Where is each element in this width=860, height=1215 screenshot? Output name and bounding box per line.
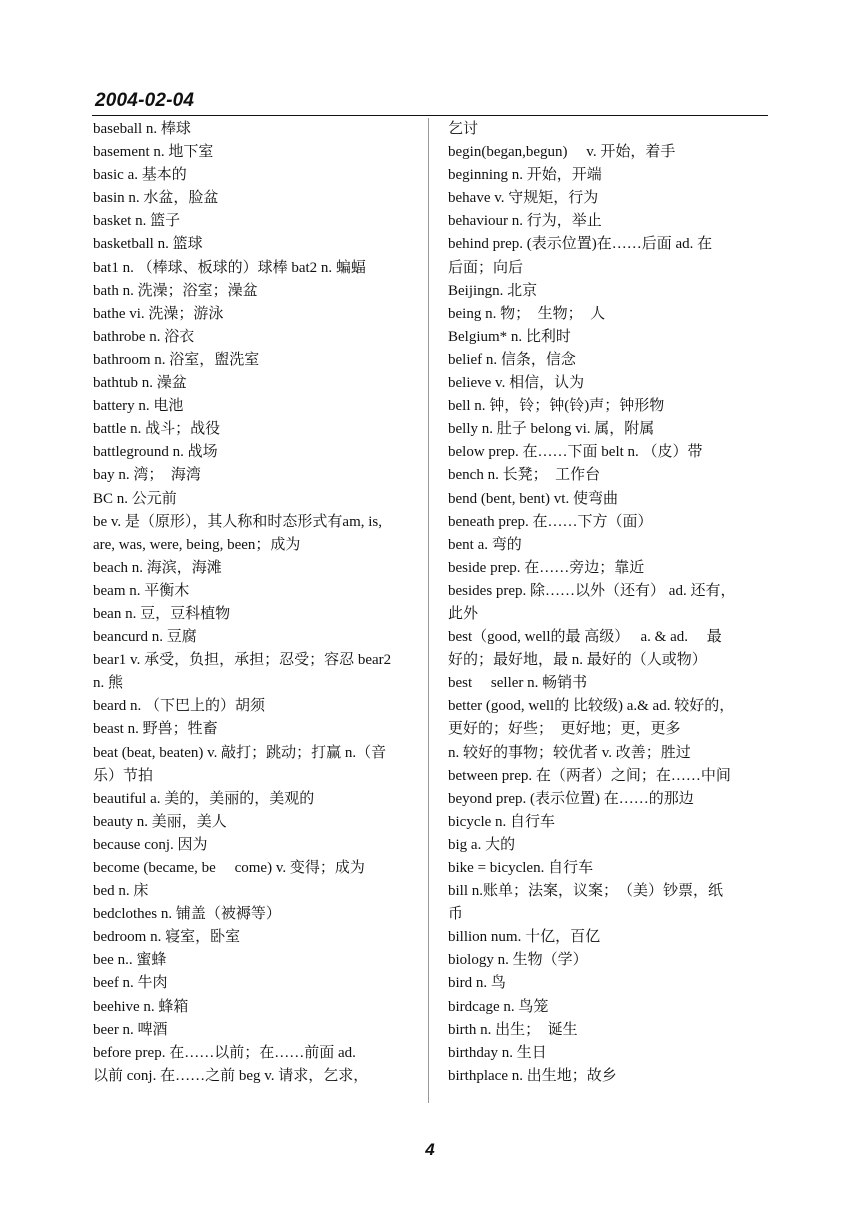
entry-line: belief n. 信条，信念 <box>448 351 576 368</box>
entry-line: beard n. （下巴上的）胡须 <box>93 698 266 715</box>
entry-line: better (good, well的 比较级) a.& ad. 较好的， <box>448 698 735 715</box>
page-number: 4 <box>425 1140 435 1159</box>
entry-line: BC n. 公元前 <box>93 490 177 507</box>
header-rule <box>92 115 768 116</box>
entry-line: beef n. 牛肉 <box>93 975 168 992</box>
entry-line: bath n. 洗澡；浴室；澡盆 <box>93 282 258 299</box>
entry-line: n. 较好的事物；较优者 v. 改善；胜过 <box>448 744 691 761</box>
entry-line: bean n. 豆，豆科植物 <box>93 605 231 622</box>
entry-line: beehive n. 蜂箱 <box>93 998 189 1015</box>
entry-line: basement n. 地下室 <box>93 144 214 161</box>
entry-line: being n. 物； 生物； 人 <box>448 305 606 322</box>
entry-line: beast n. 野兽；牲畜 <box>93 721 218 738</box>
entry-line: birdcage n. 鸟笼 <box>448 998 549 1015</box>
entry-line: bed n. 床 <box>93 883 149 900</box>
entry-line: basic a. 基本的 <box>93 167 187 184</box>
entry-line: bird n. 鸟 <box>448 975 506 992</box>
entry-line: beer n. 啤酒 <box>93 1021 168 1038</box>
entry-line: behaviour n. 行为，举止 <box>448 213 602 230</box>
entry-line: Beijingn. 北京 <box>448 282 538 299</box>
entry-line: basketball n. 篮球 <box>93 236 203 253</box>
entry-line: bedroom n. 寝室，卧室 <box>93 929 241 946</box>
entry-line: bicycle n. 自行车 <box>448 813 556 830</box>
entry-line: bathroom n. 浴室，盥洗室 <box>93 351 260 368</box>
entry-line: beyond prep. (表示位置) 在……的那边 <box>448 790 694 807</box>
entry-line: become (became, be come) v. 变得；成为 <box>93 860 365 876</box>
entry-line: below prep. 在……下面 belt n. （皮）带 <box>448 444 703 461</box>
entry-line: bat1 n. （棒球、板球的）球棒 bat2 n. 蝙蝠 <box>93 259 366 276</box>
left-column <box>93 118 418 1088</box>
entry-line: best（good, well的最 高级） a. & ad. 最 <box>448 629 722 646</box>
entry-line: are, was, were, being, been；成为 <box>93 536 301 553</box>
entry-line: baseball n. 棒球 <box>93 121 191 137</box>
entry-line: Belgium* n. 比利时 <box>448 328 571 345</box>
entry-line: biology n. 生物（学） <box>448 952 588 969</box>
entry-line: 好的；最好地，最 n. 最好的（人或物） <box>448 652 707 669</box>
entry-line: battery n. 电池 <box>93 398 184 415</box>
entry-line: best seller n. 畅销书 <box>448 675 588 692</box>
column-divider <box>428 118 429 1103</box>
entry-line: bell n. 钟，铃；钟(铃)声；钟形物 <box>448 398 665 415</box>
entry-line: basket n. 篮子 <box>93 213 181 230</box>
entry-line: bay n. 湾； 海湾 <box>93 467 201 484</box>
entry-line: beancurd n. 豆腐 <box>93 629 197 646</box>
entry-line: beat (beat, beaten) v. 敲打；跳动；打赢 n.（音 <box>93 744 387 761</box>
entry-line: bend (bent, bent) vt. 使弯曲 <box>448 490 618 507</box>
entry-line: before prep. 在……以前；在……前面 ad. <box>93 1044 356 1061</box>
entry-line: 以前 conj. 在……之前 beg v. 请求，乞求， <box>93 1067 369 1084</box>
entry-line: battleground n. 战场 <box>93 444 218 461</box>
entry-line: beach n. 海滨，海滩 <box>93 559 222 576</box>
entry-line: believe v. 相信，认为 <box>448 375 585 392</box>
entry-line: big a. 大的 <box>448 836 516 853</box>
entry-line: birthday n. 生日 <box>448 1044 547 1061</box>
entry-line: 此外 <box>448 605 479 622</box>
entry-line: 后面；向后 <box>448 259 524 276</box>
entry-line: bathe vi. 洗澡；游泳 <box>93 305 224 322</box>
entry-line: beginning n. 开始，开端 <box>448 167 602 184</box>
entry-line: bench n. 长凳； 工作台 <box>448 467 601 484</box>
entry-line: beauty n. 美丽，美人 <box>93 813 227 830</box>
entry-line: 币 <box>448 906 464 923</box>
entry-line: besides prep. 除……以外（还有） ad. 还有， <box>448 582 736 599</box>
entry-line: bedclothes n. 铺盖（被褥等） <box>93 906 281 923</box>
entry-line: n. 熊 <box>93 675 124 692</box>
entry-line: 乞讨 <box>448 121 479 137</box>
entry-line: bear1 v. 承受，负担，承担；忍受；容忍 bear2 <box>93 652 392 669</box>
page-header-date: 2004-02-04 <box>95 90 195 111</box>
entry-line: bathtub n. 澡盆 <box>93 375 187 392</box>
right-column <box>448 118 770 1088</box>
entry-line: beam n. 平衡木 <box>93 582 190 599</box>
entry-line: between prep. 在（两者）之间；在……中间 <box>448 767 731 784</box>
entry-line: birthplace n. 出生地；故乡 <box>448 1067 617 1084</box>
entry-line: beautiful a. 美的，美丽的，美观的 <box>93 790 315 807</box>
entry-line: begin(began,begun) v. 开始，着手 <box>448 144 676 161</box>
entry-line: bee n.. 蜜蜂 <box>93 952 167 969</box>
entry-line: 乐）节拍 <box>93 767 154 784</box>
entry-line: behind prep. (表示位置)在……后面 ad. 在 <box>448 236 713 253</box>
entry-line: basin n. 水盆，脸盆 <box>93 190 219 207</box>
entry-line: because conj. 因为 <box>93 836 208 853</box>
entry-line: bill n.账单；法案，议案； （美）钞票，纸 <box>448 883 724 900</box>
entry-line: billion num. 十亿，百亿 <box>448 929 601 946</box>
entry-line: beside prep. 在……旁边；靠近 <box>448 559 645 576</box>
entry-line: be v. 是（原形），其人称和时态形式有am, is, <box>93 513 383 530</box>
entry-line: battle n. 战斗；战役 <box>93 421 221 438</box>
entry-line: beneath prep. 在……下方（面） <box>448 513 653 530</box>
entry-line: belly n. 肚子 belong vi. 属，附属 <box>448 421 655 438</box>
entry-line: bike = bicyclen. 自行车 <box>448 860 594 876</box>
entry-line: behave v. 守规矩，行为 <box>448 190 599 207</box>
entry-line: bathrobe n. 浴衣 <box>93 328 195 345</box>
entry-line: 更好的；好些； 更好地；更，更多 <box>448 721 681 738</box>
entry-line: birth n. 出生； 诞生 <box>448 1021 578 1038</box>
entry-line: bent a. 弯的 <box>448 536 522 553</box>
